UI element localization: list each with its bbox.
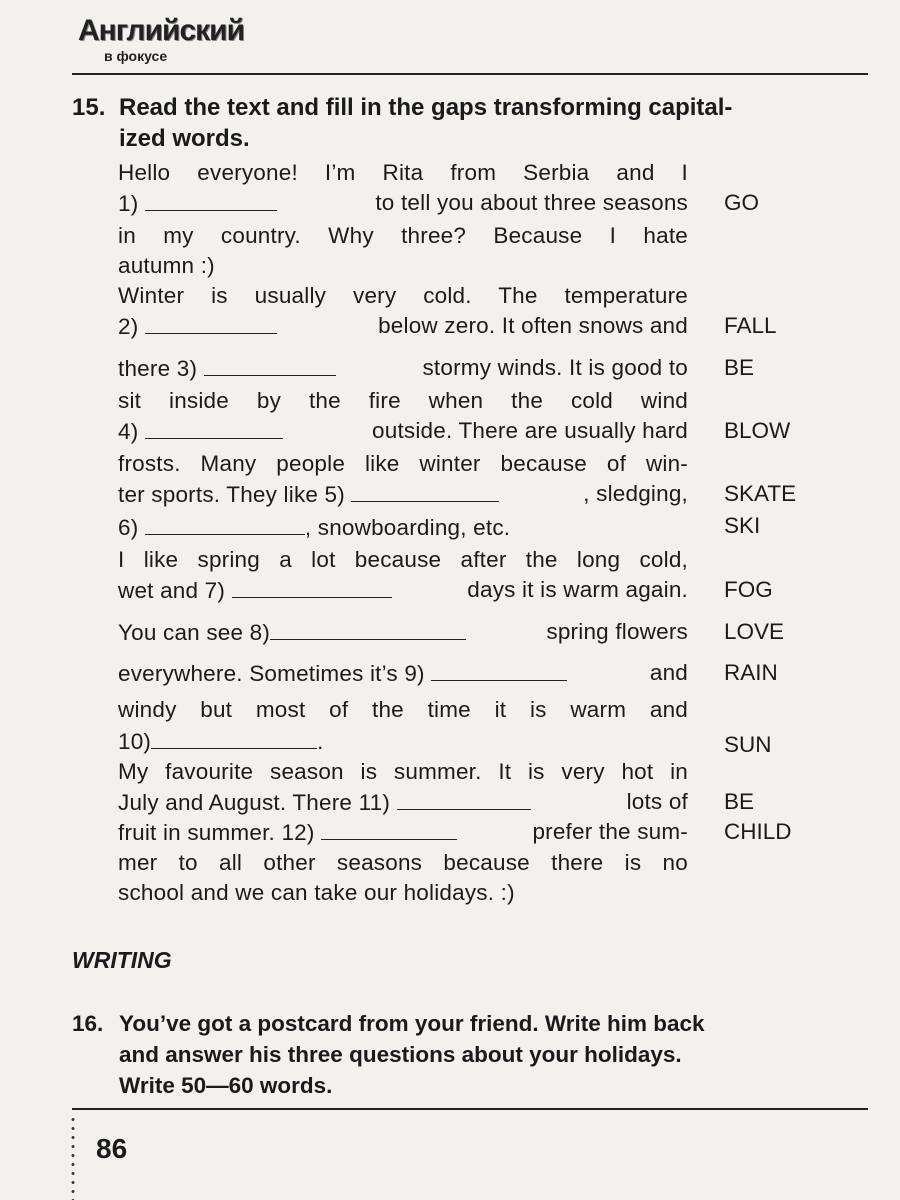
- text-line: Winter is usually very cold. The temperature: [118, 283, 688, 308]
- gap-3[interactable]: [204, 353, 336, 376]
- gap-number: 1): [118, 191, 139, 216]
- text-fragment: spring flowers: [546, 619, 688, 644]
- gap-10[interactable]: [151, 726, 317, 749]
- logo-title: Английский: [78, 14, 245, 47]
- text-line: [118, 658, 688, 689]
- gap-9[interactable]: [431, 658, 567, 681]
- text-line: [118, 479, 688, 510]
- keyword-blow: BLOW: [724, 418, 791, 443]
- text-fragment: July and August. There 11): [118, 790, 391, 815]
- gap-4[interactable]: [145, 416, 283, 439]
- keyword-fall: FALL: [724, 313, 777, 338]
- footer-divider: [72, 1108, 868, 1110]
- keyword-child: CHILD: [724, 819, 792, 844]
- exercise-16-instruction-2: and answer his three questions about your holidays.: [119, 1042, 682, 1067]
- text-fragment: and: [649, 660, 688, 685]
- gap-number: 6): [118, 515, 139, 540]
- exercise-16-instruction-3: Write 50—60 words.: [119, 1073, 333, 1098]
- gap-1[interactable]: [145, 188, 277, 211]
- text-line: mer to all other seasons because there is no: [118, 850, 688, 875]
- text-fragment: You can see 8): [118, 620, 271, 645]
- text-fragment: everywhere. Sometimes it’s 9): [118, 661, 425, 686]
- text-line: [118, 726, 688, 757]
- text-line: I like spring a lot because after the long cold,: [118, 547, 688, 572]
- gap-number: there 3): [118, 356, 198, 381]
- text-fragment: wet and 7): [118, 578, 226, 603]
- text-fragment: .: [317, 729, 324, 754]
- exercise-15-number: 15.: [72, 94, 106, 121]
- logo: [78, 14, 245, 66]
- text-line: in my country. Why three? Because I hate: [118, 223, 688, 248]
- keyword-rain: RAIN: [724, 660, 778, 685]
- keyword-go: GO: [724, 190, 760, 215]
- text-fragment: , snowboarding, etc.: [304, 515, 511, 540]
- text-line: [118, 617, 688, 648]
- text-fragment: ter sports. They like 5): [118, 482, 345, 507]
- text-line: [118, 575, 688, 606]
- keyword-ski: SKI: [724, 513, 761, 538]
- text-fragment: lots of: [626, 789, 688, 814]
- gap-number: 10): [118, 729, 152, 754]
- exercise-15-instruction-1: Read the text and fill in the gaps transforming capital-: [119, 94, 733, 121]
- text-fragment: fruit in summer. 12): [118, 820, 315, 845]
- exercise-15-instruction-2: ized words.: [119, 125, 250, 152]
- text-line: autumn :): [118, 253, 215, 278]
- gap-number: 2): [118, 314, 139, 339]
- gap-2[interactable]: [145, 311, 277, 334]
- text-line: [118, 188, 688, 219]
- gap-12[interactable]: [321, 817, 457, 840]
- text-fragment: , sledging,: [583, 481, 688, 506]
- text-line: [118, 817, 688, 848]
- gap-8[interactable]: [270, 617, 466, 640]
- gap-5[interactable]: [351, 479, 499, 502]
- text-line: [118, 353, 688, 384]
- keyword-be: BE: [724, 789, 755, 814]
- text-line: [118, 787, 688, 818]
- text-line: windy but most of the time it is warm and: [118, 697, 688, 722]
- text-line: [118, 512, 688, 543]
- text-line: [118, 416, 688, 447]
- exercise-16-number: 16.: [72, 1011, 104, 1036]
- text-fragment: days it is warm again.: [467, 577, 688, 602]
- text-line: sit inside by the fire when the cold wind: [118, 388, 688, 413]
- keyword-sun: SUN: [724, 732, 772, 757]
- keyword-skate: SKATE: [724, 481, 797, 506]
- text-fragment: to tell you about three seasons: [375, 190, 688, 215]
- text-line: My favourite season is summer. It is very hot in: [118, 759, 688, 784]
- gap-11[interactable]: [397, 787, 531, 810]
- keyword-fog: FOG: [724, 577, 773, 602]
- text-line: Hello everyone! I’m Rita from Serbia and I: [118, 160, 688, 185]
- section-title-writing: WRITING: [72, 947, 172, 973]
- keyword-be: BE: [724, 355, 755, 380]
- text-fragment: prefer the sum-: [532, 819, 688, 844]
- text-line: [118, 311, 688, 342]
- gap-7[interactable]: [232, 575, 392, 598]
- text-fragment: below zero. It often snows and: [378, 313, 688, 338]
- exercise-16-instruction-1: You’ve got a postcard from your friend. Write him back: [119, 1011, 705, 1036]
- text-fragment: stormy winds. It is good to: [422, 355, 688, 380]
- dotted-margin-line: [70, 1115, 76, 1200]
- header-divider: [72, 73, 868, 75]
- page-number: 86: [96, 1133, 128, 1164]
- gap-6[interactable]: [145, 512, 305, 535]
- text-line: school and we can take our holidays. :): [118, 880, 515, 905]
- text-fragment: outside. There are usually hard: [372, 418, 688, 443]
- keyword-love: LOVE: [724, 619, 785, 644]
- gap-number: 4): [118, 419, 139, 444]
- text-line: frosts. Many people like winter because of win-: [118, 451, 688, 476]
- logo-subtitle: в фокусе: [104, 48, 168, 64]
